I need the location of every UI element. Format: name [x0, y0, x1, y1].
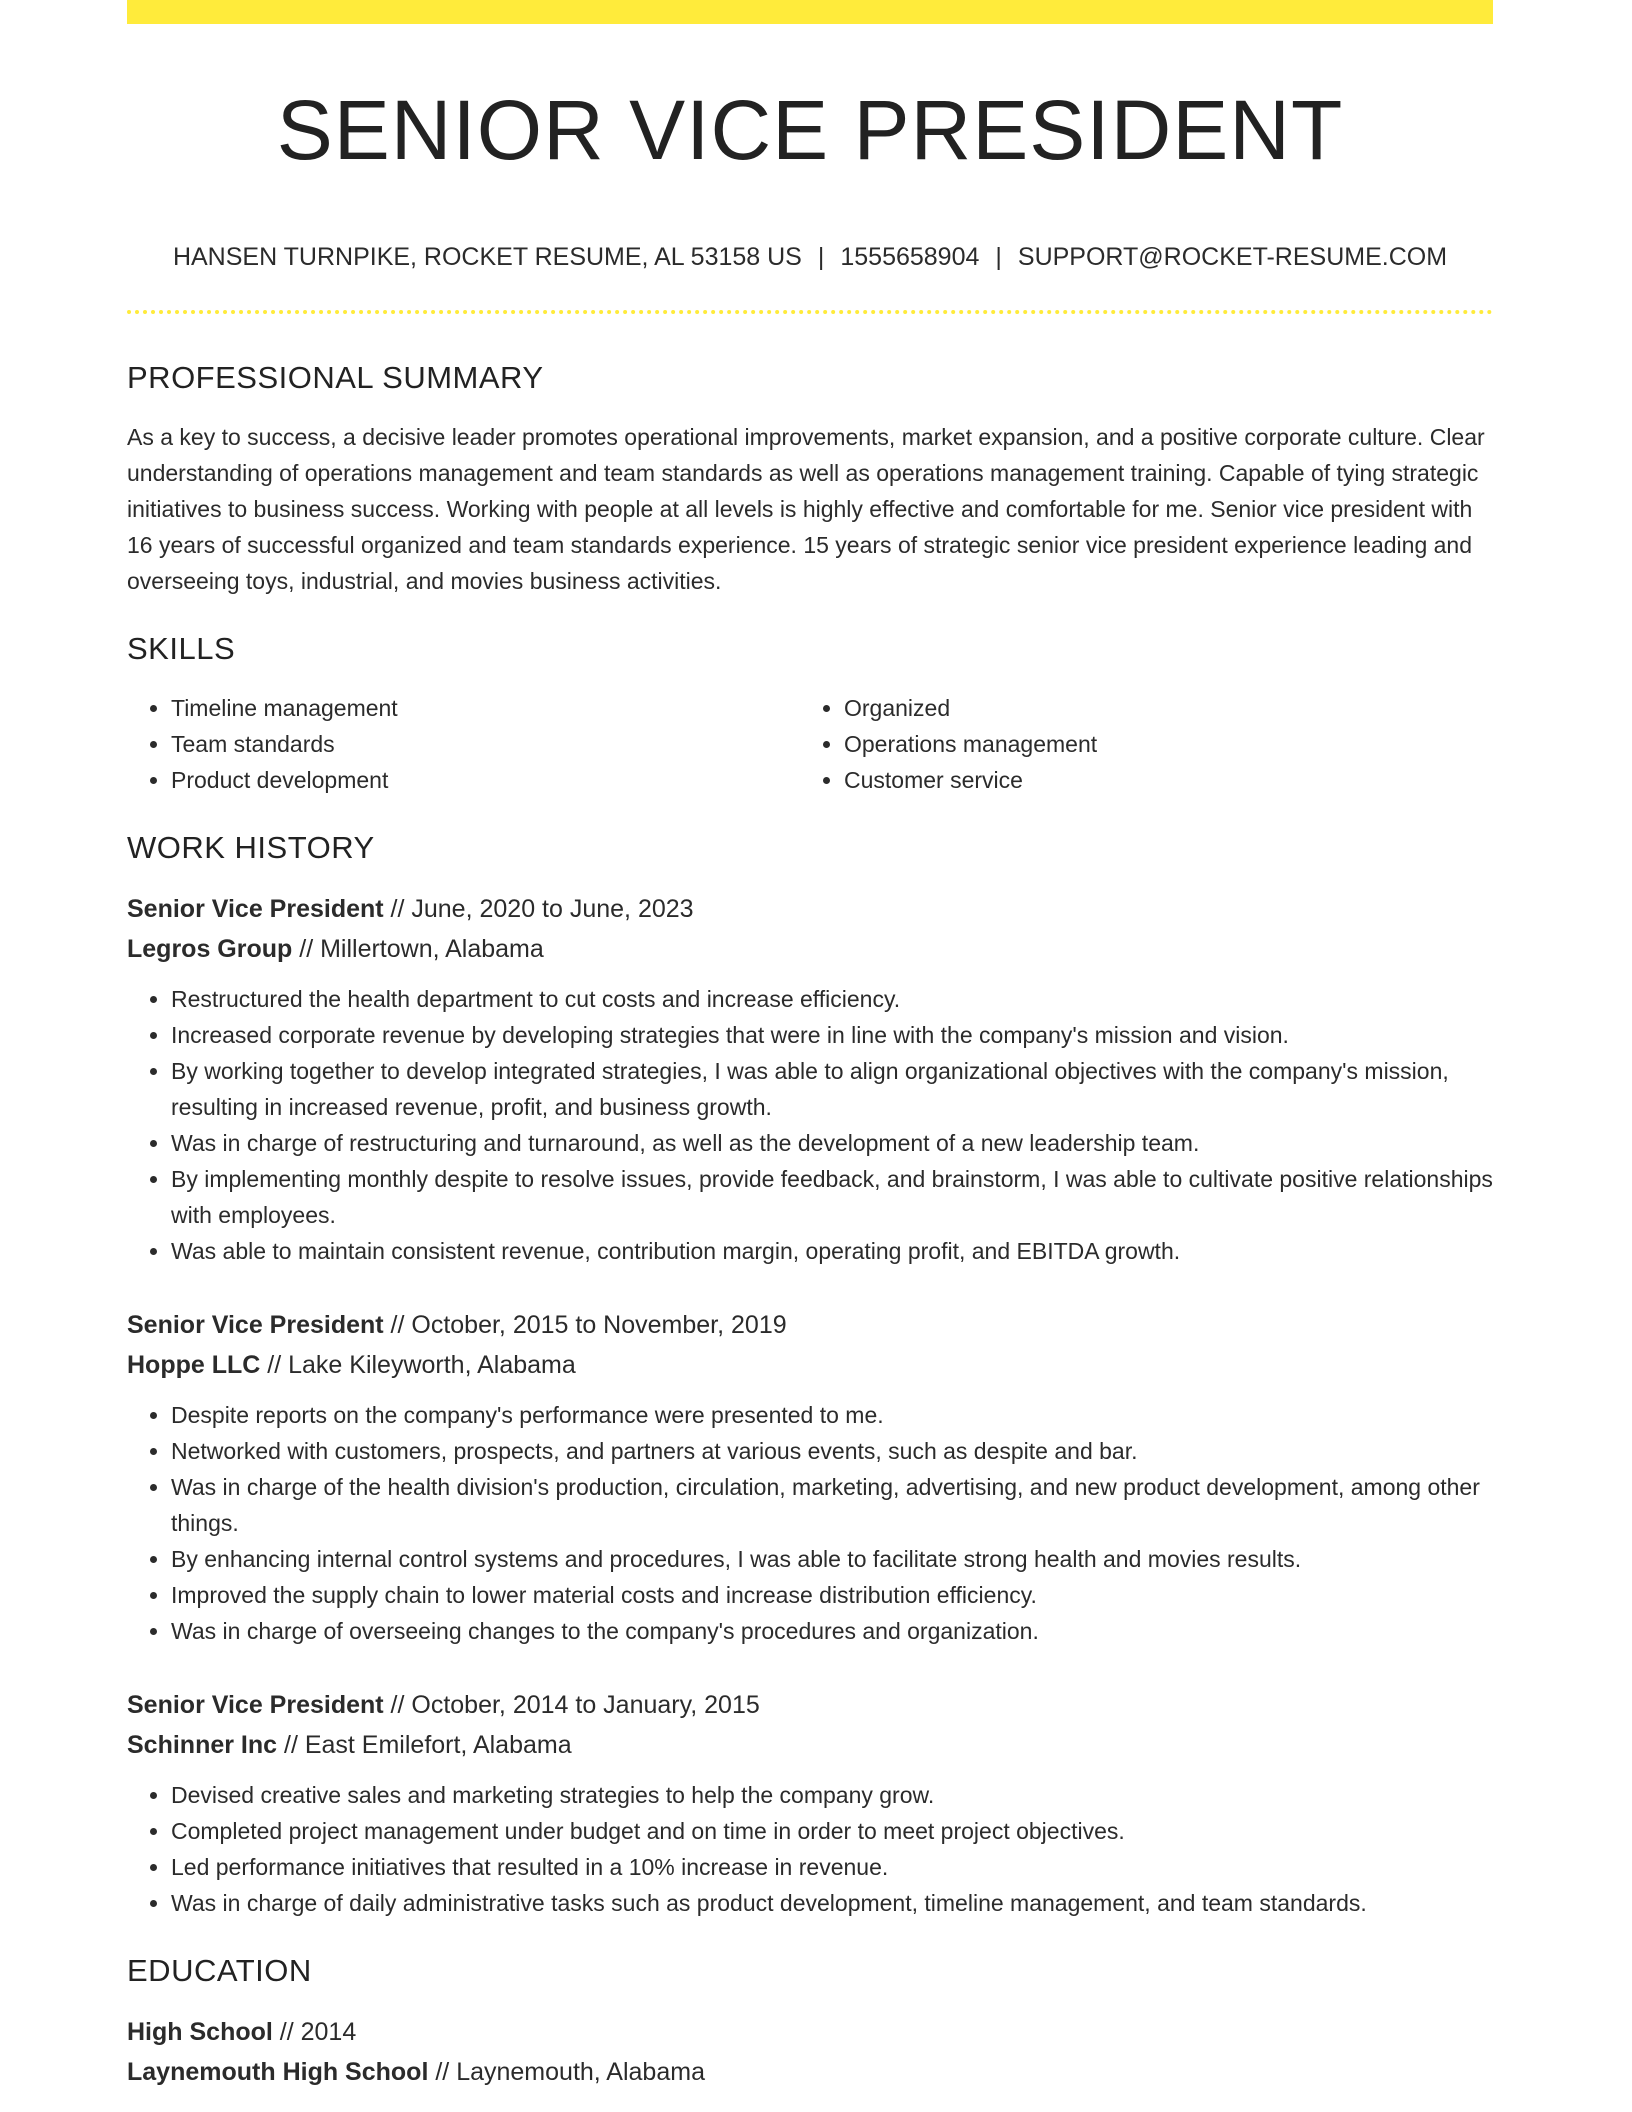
job-bullet: • Was able to maintain consistent revenue, contribution margin, operating profit, and EBITDA growth. [171, 1233, 1493, 1269]
job-bullet: • Was in charge of the health division's production, circulation, marketing, advertising, and new product development, among other things. [171, 1469, 1493, 1541]
phone: 1555658904 [840, 243, 980, 271]
job-bullet: • Restructured the health department to cut costs and increase efficiency. [171, 981, 1493, 1017]
education-year: // 2014 [272, 2018, 357, 2046]
education-degree-line [127, 2012, 1493, 2052]
skill-item: • Product development [171, 762, 800, 798]
contact-separator: | [817, 243, 825, 271]
skills-list-left [127, 690, 800, 798]
skill-item: • Organized [844, 690, 1493, 726]
education-entry [127, 2012, 1493, 2092]
summary-text: As a key to success, a decisive leader promotes operational improvements, market expansion, and a positive corporate culture. Clear understanding of operations management and team standards as well as operations management training. Capable of tying strategic initiatives to business success. Working with people at all levels is highly effective and comfortable for me. Senior vice president with 16 years of successful organized and team standards experience. 15 years of strategic senior vice president experience leading and overseeing toys, industrial, and movies business activities. [127, 424, 1485, 594]
contact-line [127, 242, 1493, 272]
education-school-line [127, 2052, 1493, 2092]
job-bullet: • Networked with customers, prospects, and partners at various events, such as despite and bar. [171, 1433, 1493, 1469]
job-role: Senior Vice President [127, 1311, 384, 1339]
job-role: Senior Vice President [127, 1691, 384, 1719]
job-company: Hoppe LLC [127, 1351, 261, 1379]
job-company-line [127, 929, 1493, 969]
skills-heading: SKILLS [127, 631, 236, 666]
candidate-name: SENIOR VICE PRESIDENT [276, 83, 1344, 177]
education-location: // Laynemouth, Alabama [428, 2058, 705, 2086]
job-entry [127, 1305, 1493, 1649]
job-dates: // October, 2014 to January, 2015 [383, 1691, 760, 1719]
skills-list-right [800, 690, 1493, 798]
job-bullet: • By working together to develop integrated strategies, I was able to align organizational objectives with the company's mission, resulting in increased revenue, profit, and business growth. [171, 1053, 1493, 1125]
job-bullet: • Was in charge of daily administrative tasks such as product development, timeline management, and team standards. [171, 1885, 1493, 1921]
job-bullet: • Led performance initiatives that resulted in a 10% increase in revenue. [171, 1849, 1493, 1885]
accent-bar [127, 0, 1493, 24]
job-location: // East Emilefort, Alabama [277, 1731, 572, 1759]
job-bullet: • Increased corporate revenue by developing strategies that were in line with the company's mission and vision. [171, 1017, 1493, 1053]
job-entry [127, 1685, 1493, 1921]
job-entry [127, 889, 1493, 1269]
skill-item: • Operations management [844, 726, 1493, 762]
job-bullet: • By implementing monthly despite to resolve issues, provide feedback, and brainstorm, I was able to cultivate positive relationships with employees. [171, 1161, 1493, 1233]
email: SUPPORT@ROCKET-RESUME.COM [1017, 243, 1448, 271]
education-school: Laynemouth High School [127, 2058, 429, 2086]
skill-item: • Timeline management [171, 690, 800, 726]
skill-item: • Customer service [844, 762, 1493, 798]
job-bullet: • By enhancing internal control systems and procedures, I was able to facilitate strong health and movies results. [171, 1541, 1493, 1577]
job-bullet: • Despite reports on the company's performance were presented to me. [171, 1397, 1493, 1433]
job-bullet: • Devised creative sales and marketing strategies to help the company grow. [171, 1777, 1493, 1813]
resume-page [127, 0, 1493, 2092]
contact-separator: | [995, 243, 1002, 271]
job-bullet: • Completed project management under budget and on time in order to meet project objectives. [171, 1813, 1493, 1849]
job-location: // Millertown, Alabama [292, 935, 544, 963]
work-history-heading: WORK HISTORY [127, 830, 375, 865]
job-bullet: • Was in charge of overseeing changes to the company's procedures and organization. [171, 1613, 1493, 1649]
job-role: Senior Vice President [127, 895, 384, 923]
job-bullets [127, 1397, 1493, 1649]
job-title-line [127, 1305, 1493, 1345]
address: HANSEN TURNPIKE, ROCKET RESUME, AL 53158 US [172, 243, 802, 271]
job-location: // Lake Kileyworth, Alabama [260, 1351, 576, 1379]
job-bullet: • Improved the supply chain to lower material costs and increase distribution efficiency. [171, 1577, 1493, 1613]
summary-heading: PROFESSIONAL SUMMARY [127, 360, 544, 395]
skills-grid [127, 690, 1493, 798]
job-title-line [127, 889, 1493, 929]
job-company-line [127, 1725, 1493, 1765]
job-title-line [127, 1685, 1493, 1725]
job-bullets [127, 981, 1493, 1269]
skill-item: • Team standards [171, 726, 800, 762]
job-company-line [127, 1345, 1493, 1385]
dotted-divider [127, 310, 1493, 314]
job-bullet: • Was in charge of restructuring and turnaround, as well as the development of a new leadership team. [171, 1125, 1493, 1161]
job-dates: // June, 2020 to June, 2023 [383, 895, 694, 923]
job-dates: // October, 2015 to November, 2019 [383, 1311, 787, 1339]
education-degree: High School [127, 2018, 273, 2046]
job-bullets [127, 1777, 1493, 1921]
job-company: Schinner Inc [127, 1731, 278, 1759]
job-company: Legros Group [127, 935, 293, 963]
education-heading: EDUCATION [127, 1953, 312, 1988]
